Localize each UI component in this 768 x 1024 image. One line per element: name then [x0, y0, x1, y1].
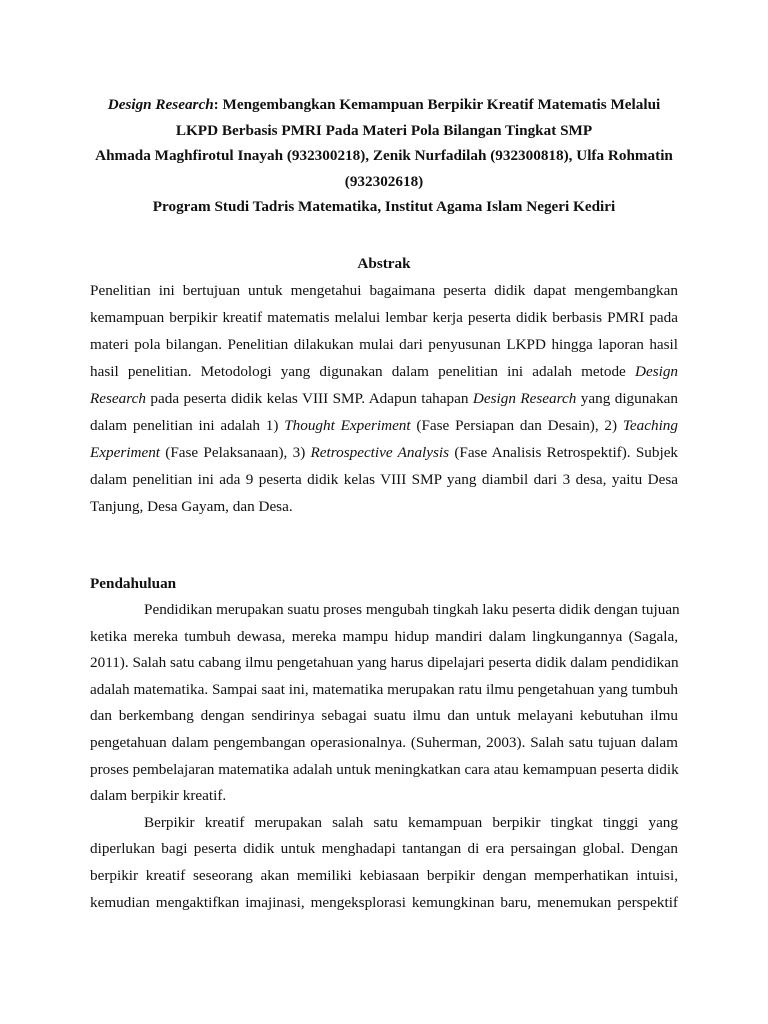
abstract-italic: Thought Experiment — [284, 417, 411, 434]
abstract-text: (Fase Persiapan dan Desain), 2) — [416, 417, 618, 434]
title-block — [90, 92, 678, 220]
abstract-text: (Fase Pelaksanaan), 3) — [165, 444, 306, 461]
abstract-line — [90, 385, 678, 412]
abstract-line: Penelitian ini bertujuan untuk mengetahui bagaimana peserta didik dapat mengembangkan — [90, 282, 678, 299]
abstract-line — [90, 439, 678, 466]
abstract-italic: Research — [90, 390, 146, 407]
paragraph-line: kemudian mengaktifkan imajinasi, mengeksplorasi kemungkinan baru, menemukan perspektif — [90, 893, 678, 911]
title-rest: : Mengembangkan Kemampuan Berpikir Kreatif Matematis Melalui — [213, 96, 661, 113]
abstract-text: pada peserta didik kelas VIII SMP. Adapun tahapan — [150, 390, 469, 407]
intro-body — [90, 597, 678, 916]
paragraph-line: 2011). Salah satu cabang ilmu pengetahuan yang harus dipelajari peserta didik dalam pendidikan — [90, 654, 679, 672]
abstract-italic: Design — [634, 363, 679, 380]
paper-title-line-2: LKPD Berbasis PMRI Pada Materi Pola Bilangan Tingkat SMP — [175, 121, 593, 139]
title-italic: Design Research — [107, 96, 214, 113]
abstract-line: Tanjung, Desa Gayam, dan Desa. — [90, 498, 293, 515]
abstract-italic: Design Research — [472, 390, 577, 407]
paragraph-line: ketika mereka tumbuh dewasa, mereka mampu hidup mandiri dalam lingkungannya (Sagala, — [90, 627, 678, 645]
abstract-line: kemampuan berpikir kreatif matematis melalui lembar kerja peserta didik berbasis PMRI pada — [90, 309, 678, 326]
paragraph-line: diperlukan bagi peserta didik untuk menghadapi tantangan di era persaingan global. Dengan — [90, 840, 678, 858]
paragraph-line: dalam berpikir kreatif. — [90, 787, 227, 805]
affiliation: Program Studi Tadris Matematika, Institut Agama Islam Negeri Kediri — [152, 198, 616, 215]
paragraph-line: proses pembelajaran matematika adalah untuk meningkatkan cara atau kemampuan peserta didik — [90, 760, 679, 778]
paragraph-line: Berpikir kreatif merupakan salah satu kemampuan berpikir tingkat tinggi yang — [144, 813, 678, 831]
paragraph-line: Pendidikan merupakan suatu proses mengubah tingkah laku peserta didik dengan tujuan — [144, 601, 680, 618]
abstract-italic: Retrospective Analysis — [310, 444, 450, 461]
abstract-text: dalam penelitian ini adalah 1) — [90, 417, 279, 434]
abstract-line: materi pola bilangan. Penelitian dilakukan mulai dari penyusunan LKPD hingga laporan hasil — [90, 336, 678, 353]
authors-line-1: Ahmada Maghfirotul Inayah (932300218), Zenik Nurfadilah (932300818), Ulfa Rohmatin — [95, 147, 673, 164]
abstract-text: hasil penelitian. Metodologi yang digunakan dalam penelitian ini adalah metode — [90, 363, 626, 380]
paragraph-line: adalah matematika. Sampai saat ini, matematika merupakan ratu ilmu pengetahuan yang tumbuh — [90, 680, 678, 698]
paragraph-line: dan berkembang dengan sendirinya sebagai suatu ilmu dan untuk melayani kebutuhan ilmu — [90, 707, 678, 725]
abstract-text: (Fase Analisis Retrospektif). Subjek — [454, 444, 679, 461]
abstract-italic: Experiment — [90, 444, 161, 461]
section-heading-pendahuluan: Pendahuluan — [90, 575, 177, 592]
abstract-line — [90, 412, 678, 439]
paragraph-line: berpikir kreatif seseorang akan memiliki kebiasaan berpikir dengan memperhatikan intuisi, — [90, 866, 678, 884]
abstract-heading: Abstrak — [357, 255, 411, 272]
abstract-text: yang digunakan — [580, 390, 679, 407]
paper-title-line-1 — [90, 92, 678, 118]
abstract-line — [90, 358, 678, 385]
authors-line-2: (932302618) — [344, 172, 424, 190]
abstract-line: dalam penelitian ini ada 9 peserta didik kelas VIII SMP yang diambil dari 3 desa, yaitu Desa — [90, 471, 678, 488]
abstract-body — [90, 277, 678, 520]
abstract-italic: Teaching — [622, 417, 678, 434]
paragraph-line: pengetahuan dalam pengembangan operasionalnya. (Suherman, 2003). Salah satu tujuan dalam — [90, 733, 678, 751]
